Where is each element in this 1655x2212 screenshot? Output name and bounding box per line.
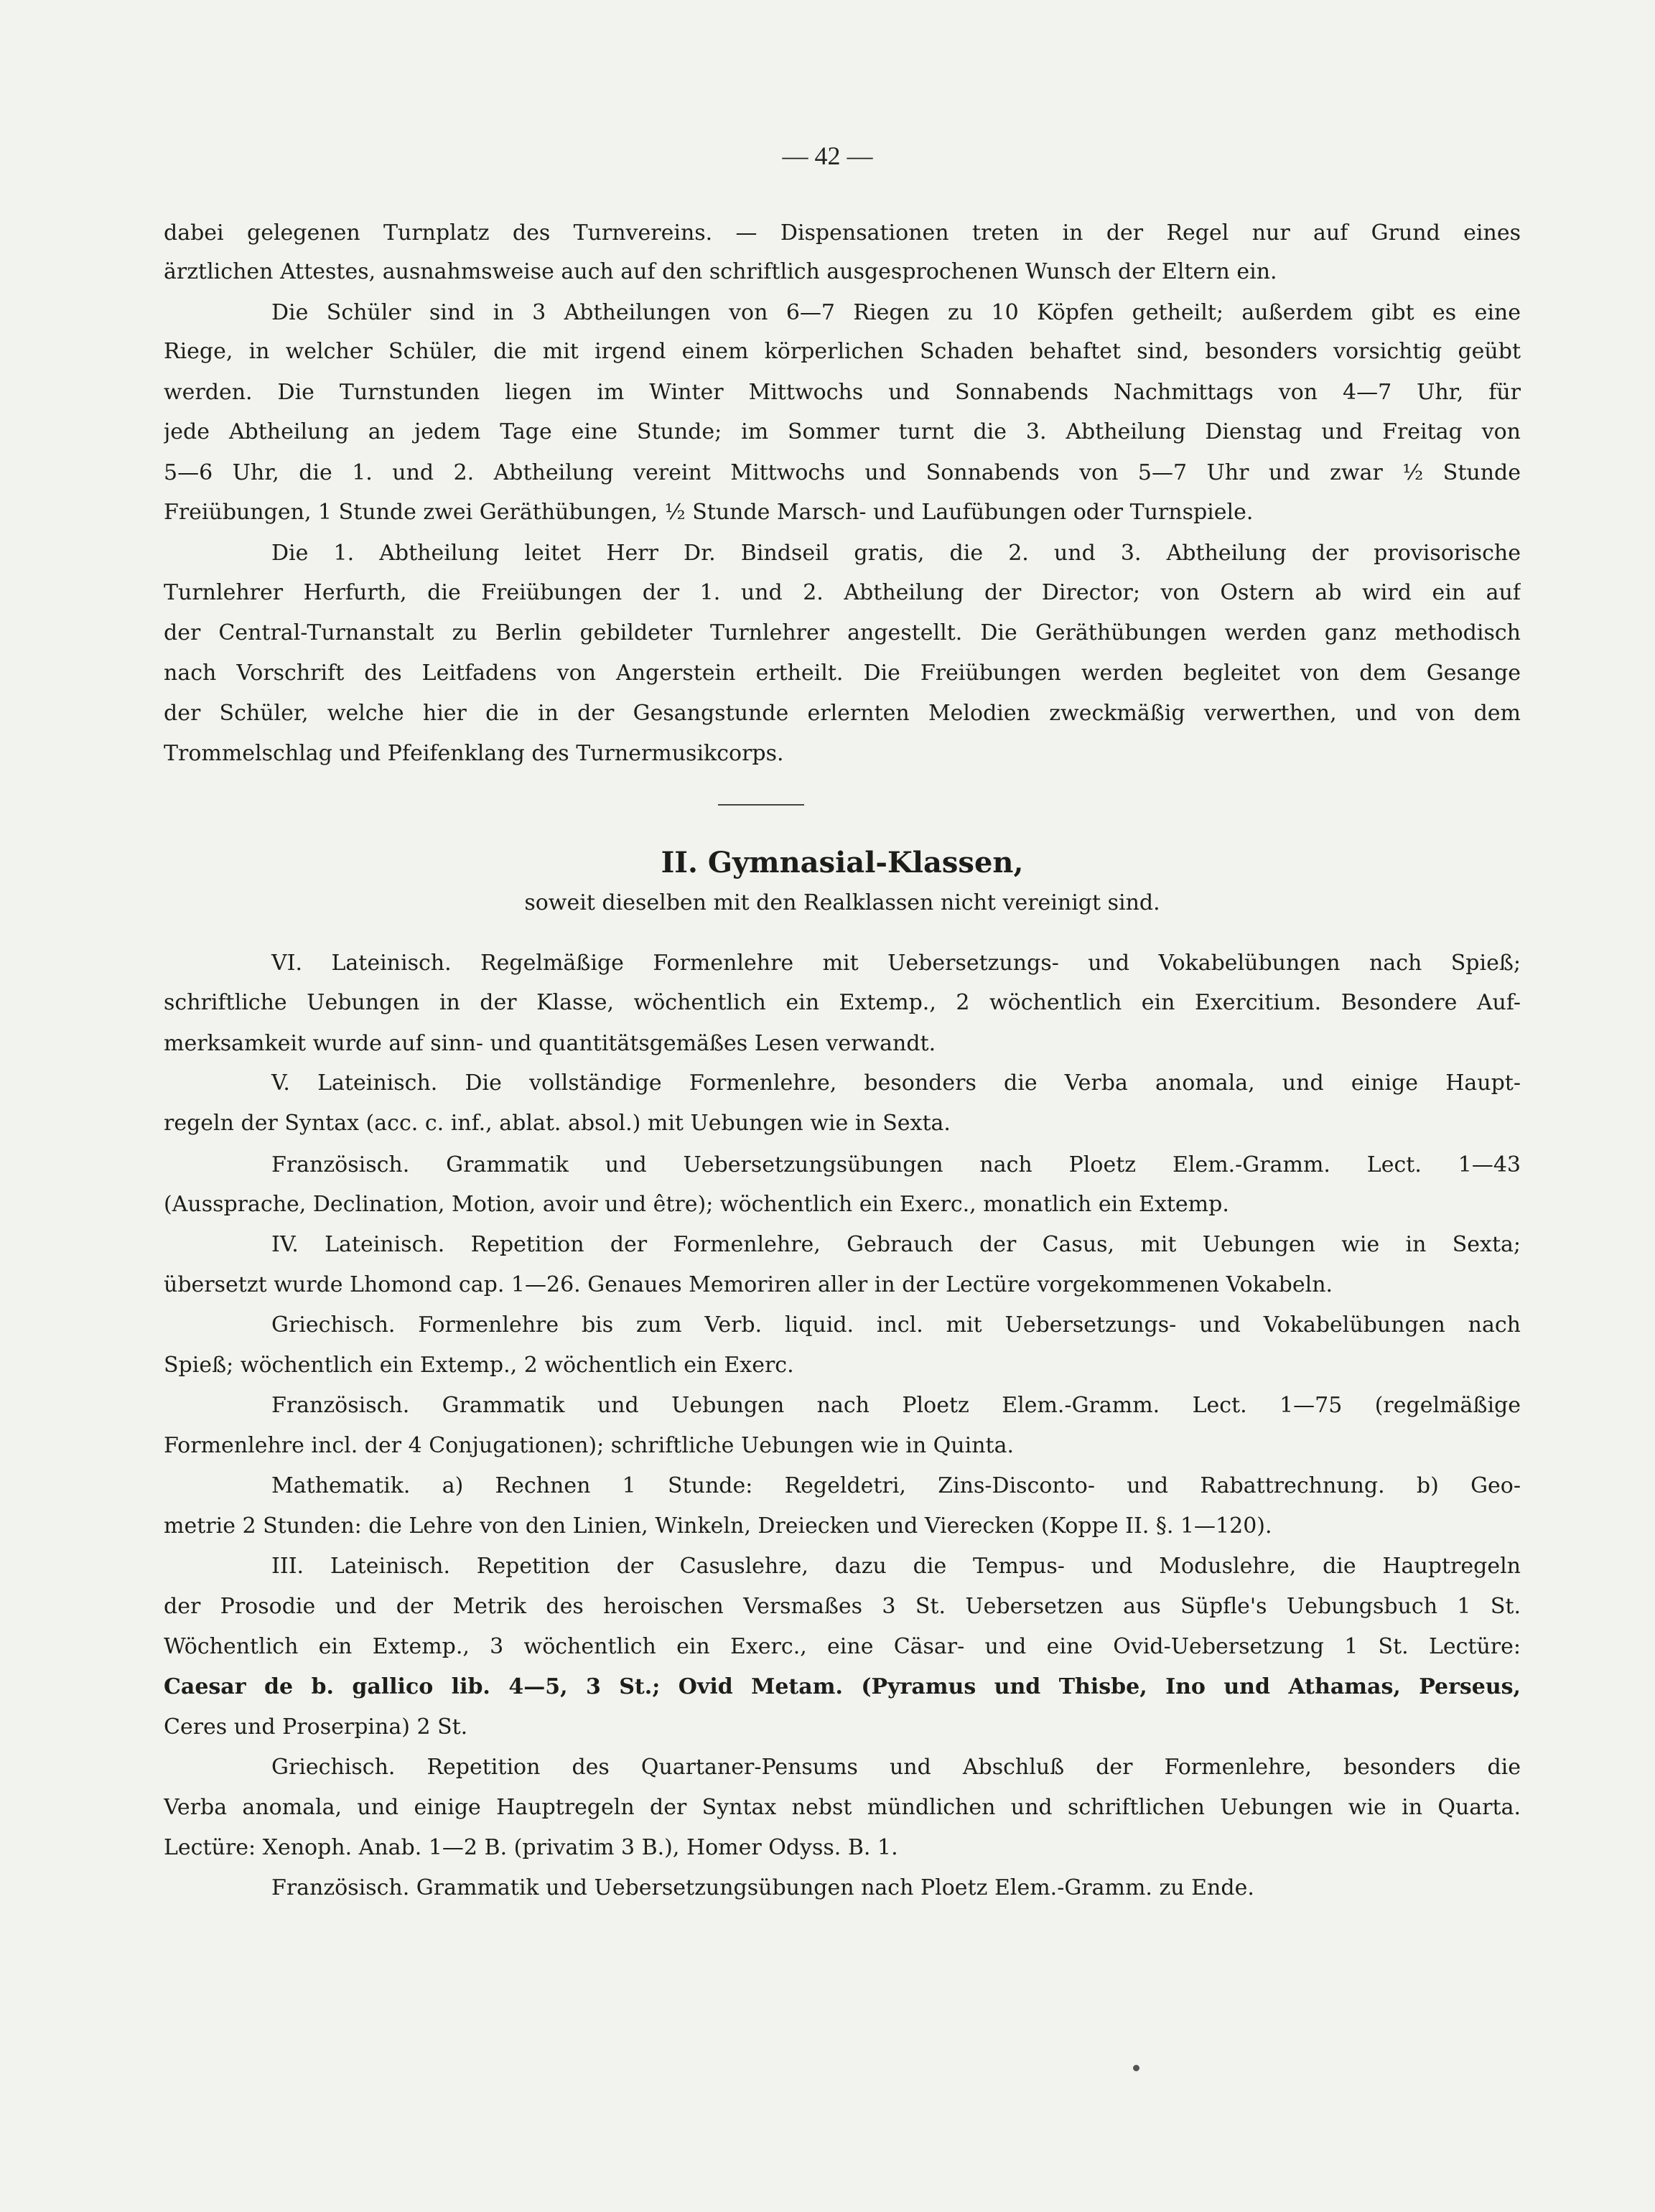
text-line: metrie 2 Stunden: die Lehre von den Linien, Winkeln, Dreiecken und Vierecken (Koppe II. §. 1—120). — [164, 1513, 1272, 1539]
text-line: Mathematik. a) Rechnen 1 Stunde: Regeldetri, Zins-Disconto- und Rabattrechnung. b) Geo- — [271, 1473, 1521, 1498]
text-line: Spieß; wöchentlich ein Extemp., 2 wöchentlich ein Exerc. — [164, 1353, 794, 1378]
text-line: (Aussprache, Declination, Motion, avoir und être); wöchentlich ein Exerc., monatlich ein Extemp. — [164, 1192, 1229, 1217]
text-line: nach Vorschrift des Leitfadens von Angerstein ertheilt. Die Freiübungen werden begleitet von dem Gesange — [164, 661, 1521, 686]
text-line: der Central-Turnanstalt zu Berlin gebildeter Turnlehrer angestellt. Die Geräthübungen werden ganz methodisch — [164, 620, 1521, 645]
text-line: Turnlehrer Herfurth, die Freiübungen der 1. und 2. Abtheilung der Director; von Ostern ab wird ein auf — [164, 580, 1521, 605]
text-line: 5—6 Uhr, die 1. und 2. Abtheilung vereint Mittwochs und Sonnabends von 5—7 Uhr und zwar ½ Stunde — [164, 460, 1521, 485]
text-line: IV. Lateinisch. Repetition der Formenlehre, Gebrauch der Casus, mit Uebungen wie in Sexta; — [271, 1232, 1521, 1257]
text-line: Französisch. Grammatik und Uebersetzungsübungen nach Ploetz Elem.-Gramm. Lect. 1—43 — [271, 1152, 1521, 1177]
text-line: Lectüre: Xenoph. Anab. 1—2 B. (privatim 3 B.), Homer Odyss. B. 1. — [164, 1835, 898, 1860]
text-line: III. Lateinisch. Repetition der Casuslehre, dazu die Tempus- und Moduslehre, die Hauptregeln — [271, 1554, 1521, 1579]
text-line: Trommelschlag und Pfeifenklang des Turnermusikcorps. — [164, 741, 784, 766]
page-number: — 42 — — [782, 141, 873, 170]
section-subheading: soweit dieselben mit den Realklassen nicht vereinigt sind. — [524, 890, 1160, 915]
text-line: der Schüler, welche hier die in der Gesangstunde erlernten Melodien zweckmäßig verwerthen, und von dem — [164, 701, 1521, 726]
text-line: Formenlehre incl. der 4 Conjugationen); schriftliche Uebungen wie in Quinta. — [164, 1433, 1014, 1458]
text-line: Griechisch. Formenlehre bis zum Verb. liquid. incl. mit Uebersetzungs- und Vokabelübungen nach — [271, 1312, 1521, 1338]
text-line: ärztlichen Attestes, ausnahmsweise auch auf den schriftlich ausgesprochenen Wunsch der Eltern ein. — [164, 259, 1277, 284]
text-line: V. Lateinisch. Die vollständige Formenlehre, besonders die Verba anomala, und einige Haupt- — [271, 1070, 1521, 1096]
text-line: jede Abtheilung an jedem Tage eine Stunde; im Sommer turnt die 3. Abtheilung Dienstag und Freitag von — [164, 419, 1521, 444]
text-line: der Prosodie und der Metrik des heroischen Versmaßes 3 St. Uebersetzen aus Süpfle's Uebungsbuch 1 St. — [164, 1594, 1521, 1619]
text-line: VI. Lateinisch. Regelmäßige Formenlehre mit Uebersetzungs- und Vokabelübungen nach Spieß; — [271, 951, 1521, 976]
text-line: Wöchentlich ein Extemp., 3 wöchentlich ein Exerc., eine Cäsar- und eine Ovid-Uebersetzung 1 St. Lectüre: — [164, 1634, 1521, 1659]
text-line: Riege, in welcher Schüler, die mit irgend einem körperlichen Schaden behaftet sind, besonders vorsichtig geübt — [164, 339, 1521, 364]
text-line: Freiübungen, 1 Stunde zwei Geräthübungen, ½ Stunde Marsch- und Laufübungen oder Turnspiele. — [164, 500, 1254, 525]
text-line: Die Schüler sind in 3 Abtheilungen von 6—7 Riegen zu 10 Köpfen getheilt; außerdem gibt es eine — [271, 300, 1521, 325]
text-line: werden. Die Turnstunden liegen im Winter Mittwochs und Sonnabends Nachmittags von 4—7 Uhr, für — [164, 380, 1521, 405]
text-line: regeln der Syntax (acc. c. inf., ablat. absol.) mit Uebungen wie in Sexta. — [164, 1111, 951, 1136]
text-line: merksamkeit wurde auf sinn- und quantitätsgemäßes Lesen verwandt. — [164, 1031, 936, 1056]
text-line: Die 1. Abtheilung leitet Herr Dr. Bindseil gratis, die 2. und 3. Abtheilung der provisorische — [271, 541, 1521, 566]
text-line: Caesar de b. gallico lib. 4—5, 3 St.; Ovid Metam. (Pyramus und Thisbe, Ino und Athamas, Perseus, — [164, 1674, 1521, 1699]
text-line: Französisch. Grammatik und Uebersetzungsübungen nach Ploetz Elem.-Gramm. zu Ende. — [271, 1875, 1254, 1900]
text-line: Griechisch. Repetition des Quartaner-Pensums und Abschluß der Formenlehre, besonders die — [271, 1755, 1521, 1780]
text-line: übersetzt wurde Lhomond cap. 1—26. Genaues Memoriren aller in der Lectüre vorgekommenen Vokabeln. — [164, 1272, 1333, 1297]
ink-spot — [1133, 2065, 1139, 2071]
text-line: Ceres und Proserpina) 2 St. — [164, 1714, 468, 1740]
ink-mark — [718, 804, 804, 806]
text-line: Französisch. Grammatik und Uebungen nach Ploetz Elem.-Gramm. Lect. 1—75 (regelmäßige — [271, 1393, 1521, 1418]
text-line: dabei gelegenen Turnplatz des Turnvereins. — Dispensationen treten in der Regel nur auf Grund eines — [164, 220, 1521, 246]
text-line: Verba anomala, und einige Hauptregeln der Syntax nebst mündlichen und schriftlichen Uebungen wie in Quarta. — [164, 1795, 1521, 1820]
text-line: schriftliche Uebungen in der Klasse, wöchentlich ein Extemp., 2 wöchentlich ein Exercitium. Besondere Auf- — [164, 990, 1521, 1015]
section-heading: II. Gymnasial-Klassen, — [661, 846, 1024, 879]
